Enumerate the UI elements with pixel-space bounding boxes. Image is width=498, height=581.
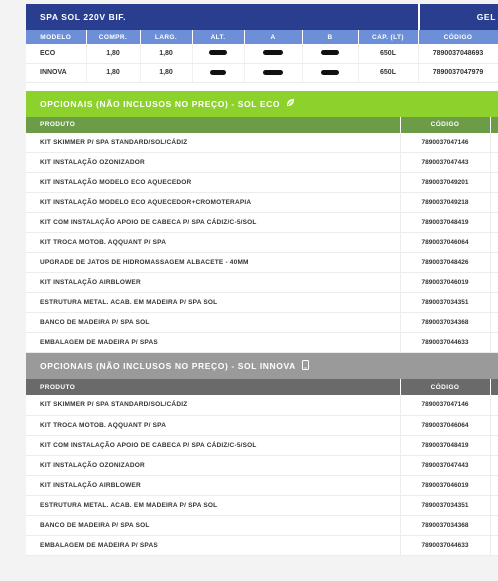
product-code: 7890037048419: [400, 435, 490, 455]
codigo-cell: 7890037048693: [418, 44, 498, 63]
product-code: 7890037047443: [400, 153, 490, 173]
eco-title-text: OPCIONAIS (NÃO INCLUSOS NO PREÇO) - SOL ECO: [40, 98, 281, 109]
product-name: KIT INSTALAÇÃO MODELO ECO AQUECEDOR+CROMOTERAPIA: [26, 193, 400, 213]
product-name: BANCO DE MADEIRA P/ SPA SOL: [26, 515, 400, 535]
col-larg: LARG.: [140, 30, 192, 44]
table-row: [26, 193, 498, 213]
product-name: ESTRUTURA METAL. ACAB. EM MADEIRA P/ SPA SOL: [26, 293, 400, 313]
product-name: UPGRADE DE JATOS DE HIDROMASSAGEM ALBACETE - 40MM: [26, 253, 400, 273]
table-row: [26, 273, 498, 293]
price-sheet: [26, 4, 498, 556]
larg-cell: 1,80: [140, 44, 192, 63]
product-code: 7890037034351: [400, 293, 490, 313]
product-name: KIT INSTALAÇÃO MODELO ECO AQUECEDOR: [26, 173, 400, 193]
table-row: [26, 475, 498, 495]
col-codigo: CÓDIGO: [400, 117, 490, 133]
table-row: [26, 253, 498, 273]
table-row: [26, 153, 498, 173]
spec-row: [26, 63, 498, 82]
innova-options-table: [26, 379, 498, 556]
table-row: [26, 333, 498, 353]
product-name: BANCO DE MADEIRA P/ SPA SOL: [26, 313, 400, 333]
product-code: 7890037034368: [400, 313, 490, 333]
product-code: 7890037048419: [400, 213, 490, 233]
table-row: [26, 233, 498, 253]
table-row: [26, 515, 498, 535]
larg-cell: 1,80: [140, 63, 192, 82]
product-name: KIT INSTALAÇÃO AIRBLOWER: [26, 475, 400, 495]
col-compr: COMPR.: [86, 30, 140, 44]
cap-cell: 650L: [358, 63, 418, 82]
table-row: [26, 435, 498, 455]
b-cell: [302, 44, 358, 63]
innova-title-text: OPCIONAIS (NÃO INCLUSOS NO PREÇO) - SOL INNOVA: [40, 361, 296, 371]
col-produto: PRODUTO: [26, 379, 400, 395]
product-name: KIT COM INSTALAÇÃO APOIO DE CABECA P/ SPA CÁDIZ/C-5/SOL: [26, 213, 400, 233]
product-name: KIT SKIMMER P/ SPA STANDARD/SOL/CÁDIZ: [26, 395, 400, 415]
cap-cell: 650L: [358, 44, 418, 63]
product-name: EMBALAGEM DE MADEIRA P/ SPAS: [26, 333, 400, 353]
product-header: [26, 4, 498, 30]
col-a: A: [244, 30, 302, 44]
redaction-mark: [263, 50, 283, 55]
product-code: 7890037049201: [400, 173, 490, 193]
alt-cell: [192, 44, 244, 63]
table-row: [26, 293, 498, 313]
eco-options-table: [26, 117, 498, 354]
product-code: 7890037047146: [400, 133, 490, 153]
product-code: 7890037046064: [400, 415, 490, 435]
product-title-right: GEL: [418, 4, 498, 30]
innova-header-row: [26, 379, 498, 395]
table-row: [26, 395, 498, 415]
col-cap: CAP. (LT): [358, 30, 418, 44]
product-title: SPA SOL 220V BIF.: [26, 4, 418, 30]
product-code: 7890037044633: [400, 535, 490, 555]
b-cell: [302, 63, 358, 82]
eco-section-title: [26, 91, 498, 117]
product-code: 7890037048426: [400, 253, 490, 273]
eco-header-row: [26, 117, 498, 133]
col-codigo: CÓDIGO: [400, 379, 490, 395]
a-cell: [244, 63, 302, 82]
redaction-mark: [321, 50, 339, 55]
product-code: 7890037034368: [400, 515, 490, 535]
alt-cell: [192, 63, 244, 82]
compr-cell: 1,80: [86, 63, 140, 82]
col-b: B: [302, 30, 358, 44]
product-name: EMBALAGEM DE MADEIRA P/ SPAS: [26, 535, 400, 555]
col-alt: ALT.: [192, 30, 244, 44]
product-code: 7890037034351: [400, 495, 490, 515]
product-name: KIT COM INSTALAÇÃO APOIO DE CABECA P/ SPA CÁDIZ/C-5/SOL: [26, 435, 400, 455]
table-row: [26, 133, 498, 153]
col-produto: PRODUTO: [26, 117, 400, 133]
product-code: 7890037044633: [400, 333, 490, 353]
redaction-mark: [263, 70, 283, 75]
table-row: [26, 213, 498, 233]
innova-section-title: [26, 353, 498, 379]
a-cell: [244, 44, 302, 63]
table-row: [26, 313, 498, 333]
table-row: [26, 415, 498, 435]
product-name: KIT INSTALAÇÃO OZONIZADOR: [26, 153, 400, 173]
col-modelo: MODELO: [26, 30, 86, 44]
spec-table: [26, 30, 498, 83]
product-code: 7890037046019: [400, 475, 490, 495]
product-name: KIT INSTALAÇÃO OZONIZADOR: [26, 455, 400, 475]
table-row: [26, 455, 498, 475]
phone-icon: [302, 360, 309, 372]
product-name: KIT SKIMMER P/ SPA STANDARD/SOL/CÁDIZ: [26, 133, 400, 153]
product-name: KIT TROCA MOTOB. AQQUANT P/ SPA: [26, 415, 400, 435]
leaf-icon: [286, 98, 295, 109]
modelo-cell: ECO: [26, 44, 86, 63]
redaction-mark: [209, 50, 227, 55]
product-code: 7890037046064: [400, 233, 490, 253]
modelo-cell: INNOVA: [26, 63, 86, 82]
product-name: KIT TROCA MOTOB. AQQUANT P/ SPA: [26, 233, 400, 253]
table-row: [26, 173, 498, 193]
redaction-mark: [321, 70, 339, 75]
spec-row: [26, 44, 498, 63]
product-code: 7890037047443: [400, 455, 490, 475]
table-row: [26, 535, 498, 555]
product-code: 7890037047146: [400, 395, 490, 415]
compr-cell: 1,80: [86, 44, 140, 63]
product-name: ESTRUTURA METAL. ACAB. EM MADEIRA P/ SPA SOL: [26, 495, 400, 515]
product-code: 7890037049218: [400, 193, 490, 213]
spec-header-row: [26, 30, 498, 44]
codigo-cell: 7890037047979: [418, 63, 498, 82]
redaction-mark: [210, 70, 226, 75]
product-code: 7890037046019: [400, 273, 490, 293]
col-codigo: CÓDIGO: [418, 30, 498, 44]
product-name: KIT INSTALAÇÃO AIRBLOWER: [26, 273, 400, 293]
table-row: [26, 495, 498, 515]
